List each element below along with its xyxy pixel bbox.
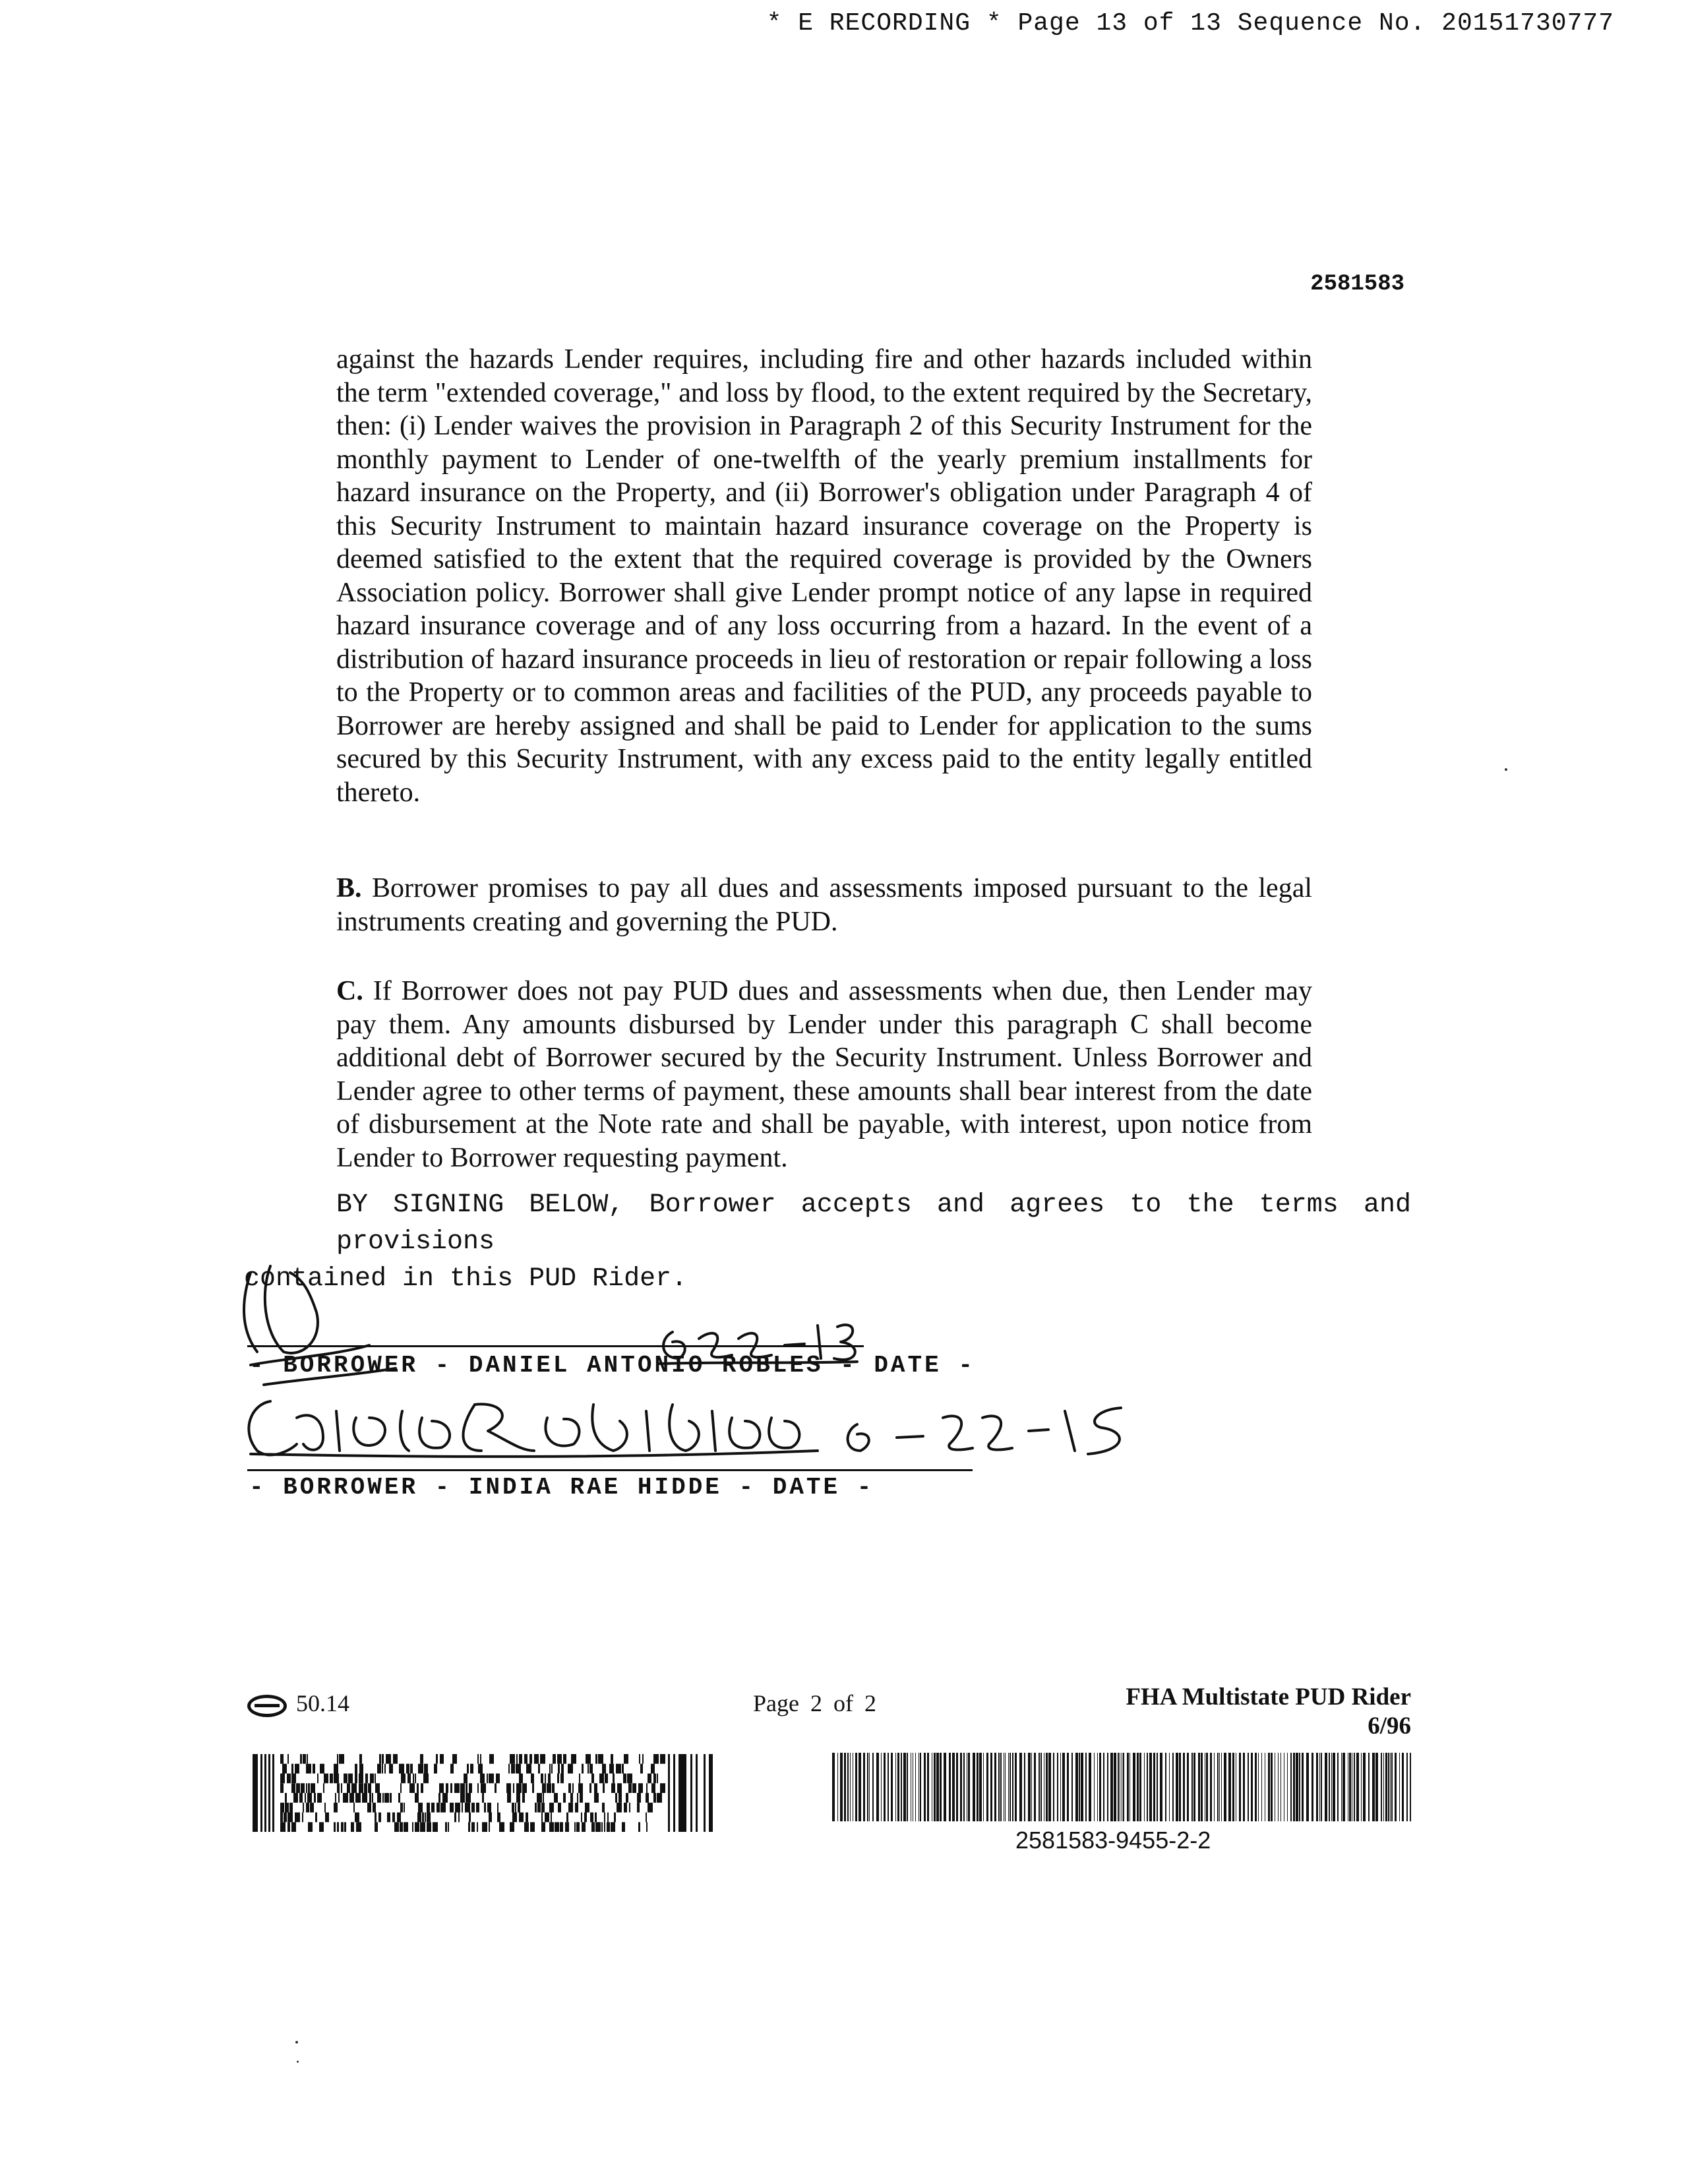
signature-line-1 (247, 1345, 864, 1347)
signature-line-2 (247, 1469, 973, 1471)
paragraph-c-text: If Borrower does not pay PUD dues and assessments when due, then Lender may pay them. Any amounts disbursed by Lender under this paragraph C shall become additional debt of Borrower secured by the Security Instrument. Unless Borrower and Lender agree to other terms of payment, these amounts shall bear interest from the date of disbursement at the Note rate and shall be payable, with interest, upon notice from Lender to Borrower requesting payment. (336, 976, 1312, 1173)
borrower-1-label: - BORROWER - DANIEL ANTONIO ROBLES - DATE - (249, 1352, 975, 1379)
paragraph-a: against the hazards Lender requires, including fire and other hazards included within the term "extended coverage," and loss by flood, to the extent required by the Secretary, then: (i) Lender waives the provision in Paragraph 2 of this Security Instrument for the monthly payment to Lender of one-twelfth of the yearly premium installments for hazard insurance on the Property, and (ii) Borrower's obligation under Paragraph 4 of this Security Instrument to maintain hazard insurance coverage on the Property is deemed satisfied to the extent that the required coverage is provided by the Owners Association policy. Borrower shall give Lender prompt notice of any lapse in required hazard insurance coverage and of any loss occurring from a hazard. In the event of a distribution of hazard insurance proceeds in lieu of restoration or repair following a loss to the Property or to common areas and facilities of the PUD, any proceeds payable to Borrower are hereby assigned and shall be paid to Lender for application to the sums secured by this Security Instrument, with any excess paid to the entity legally entitled thereto. (336, 344, 1312, 808)
borrower-2-date (923, 1411, 925, 1412)
signature-2-name (249, 1401, 818, 1457)
paragraph-b (336, 872, 1312, 938)
form-code (247, 1689, 349, 1717)
form-title-block (1126, 1683, 1411, 1741)
scan-speck (297, 2061, 299, 2063)
signing-statement-line-1: BY SIGNING BELOW, Borrower accepts and agrees to the terms and provisions (336, 1190, 1411, 1257)
page-indicator: Page 2 of 2 (753, 1690, 876, 1716)
document-number: 2581583 (1310, 272, 1404, 297)
form-date: 6/96 (1368, 1713, 1411, 1740)
form-code-value: 50.14 (296, 1690, 349, 1716)
form-logo-icon (247, 1695, 287, 1717)
signature-2-date (848, 1408, 1121, 1454)
borrower-2-label: - BORROWER - INDIA RAE HIDDE - DATE - (249, 1474, 874, 1501)
form-title: FHA Multistate PUD Rider (1126, 1684, 1411, 1711)
scan-speck (1505, 768, 1507, 771)
barcode-number: 2581583-9455-2-2 (1015, 1827, 1211, 1854)
recording-header: * E RECORDING * Page 13 of 13 Sequence No. 20151730777 (766, 9, 1614, 38)
paragraph-c-label: C. (336, 976, 363, 1006)
scan-speck (295, 2041, 298, 2044)
paragraph-b-text: Borrower promises to pay all dues and assessments imposed pursuant to the legal instruments creating and governing the PUD. (336, 873, 1312, 937)
paragraph-b-label: B. (336, 873, 362, 903)
linear-barcode-icon (832, 1753, 1414, 1821)
pdf417-barcode-icon (253, 1754, 714, 1832)
paragraph-c (336, 975, 1312, 1174)
signing-statement-line-2: contained in this PUD Rider. (244, 1264, 688, 1294)
